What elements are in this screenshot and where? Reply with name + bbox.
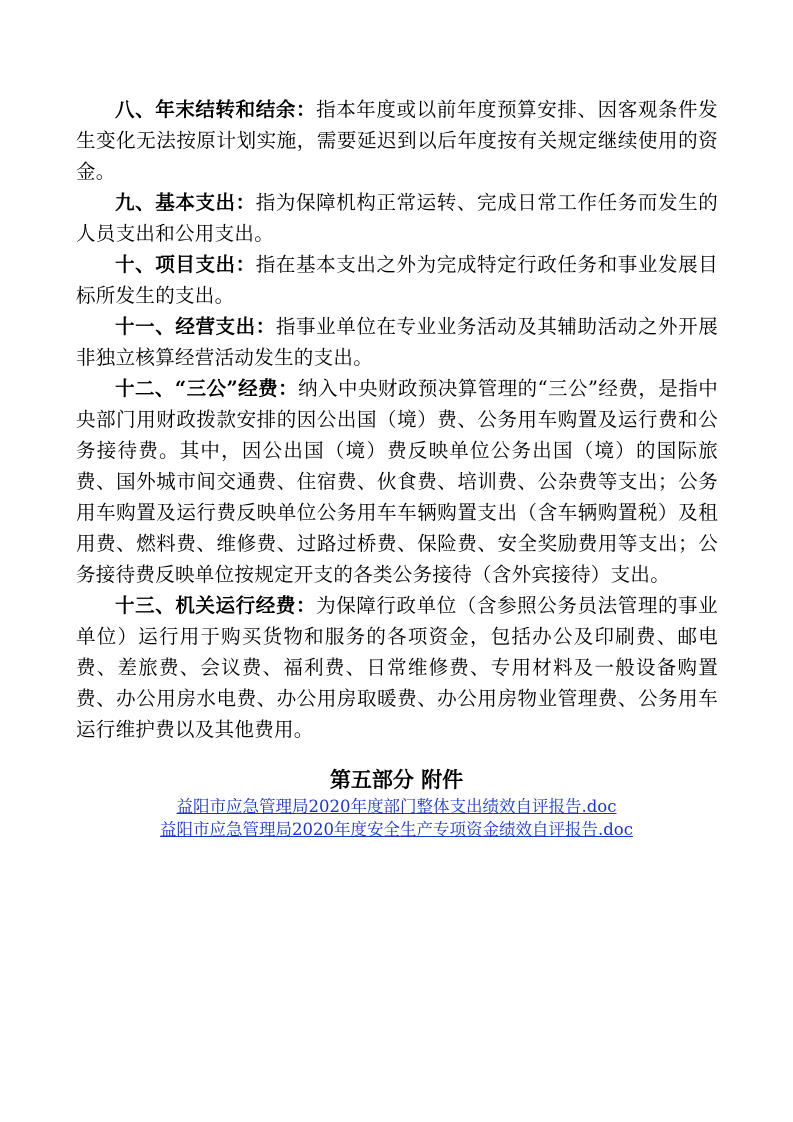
- definition-item-12: [76, 373, 718, 590]
- attachments-section: [0, 765, 793, 841]
- definition-item-8: [76, 94, 718, 187]
- definition-term: 十一、经营支出：: [115, 315, 276, 338]
- definitions-body: [76, 94, 718, 745]
- definition-item-11: [76, 311, 718, 373]
- definition-term: 八、年末结转和结余：: [115, 98, 317, 121]
- definition-text: 纳入中央财政预决算管理的“三公”经费，是指中央部门用财政拨款安排的因公出国（境）费、公务用车购置及运行费和公务接待费。其中，因公出国（境）费反映单位公务出国（境）的国际旅费、国外城市间交通费、住宿费、伙食费、培训费、公杂费等支出；公务用车购置及运行费反映单位公务用车车辆购置支出（含车辆购置税）及租用费、燃料费、维修费、过路过桥费、保险费、安全奖励费用等支出；公务接待费反映单位按规定开支的各类公务接待（含外宾接待）支出。: [76, 377, 718, 586]
- definition-text: 为保障行政单位（含参照公务员法管理的事业单位）运行用于购买货物和服务的各项资金，包括办公及印刷费、邮电费、差旅费、会议费、福利费、日常维修费、专用材料及一般设备购置费、办公用房水电费、办公用房取暖费、办公用房物业管理费、公务用车运行维护费以及其他费用。: [76, 594, 718, 741]
- definition-item-13: [76, 590, 718, 745]
- definition-text: 指本年度或以前年度预算安排、因客观条件发生变化无法按原计划实施，需要延迟到以后年度按有关规定继续使用的资金。: [76, 98, 718, 183]
- definition-term: 十、项目支出：: [115, 253, 256, 276]
- definition-term: 九、基本支出：: [115, 191, 256, 214]
- definition-text: 指为保障机构正常运转、完成日常工作任务而发生的人员支出和公用支出。: [76, 191, 718, 245]
- definition-item-9: [76, 187, 718, 249]
- definition-item-10: [76, 249, 718, 311]
- definition-text: 指事业单位在专业业务活动及其辅助活动之外开展非独立核算经营活动发生的支出。: [76, 315, 718, 369]
- attachment-link-safety-fund-performance[interactable]: 益阳市应急管理局2020年度安全生产专项资金绩效自评报告.doc: [160, 820, 633, 839]
- definition-term: 十二、“三公”经费：: [115, 377, 299, 400]
- definition-term: 十三、机关运行经费：: [115, 594, 317, 617]
- section-title: 第五部分 附件: [329, 767, 464, 792]
- attachment-link-overall-performance[interactable]: 益阳市应急管理局2020年度部门整体支出绩效自评报告.doc: [176, 797, 617, 816]
- definition-text: 指在基本支出之外为完成特定行政任务和事业发展目标所发生的支出。: [76, 253, 718, 307]
